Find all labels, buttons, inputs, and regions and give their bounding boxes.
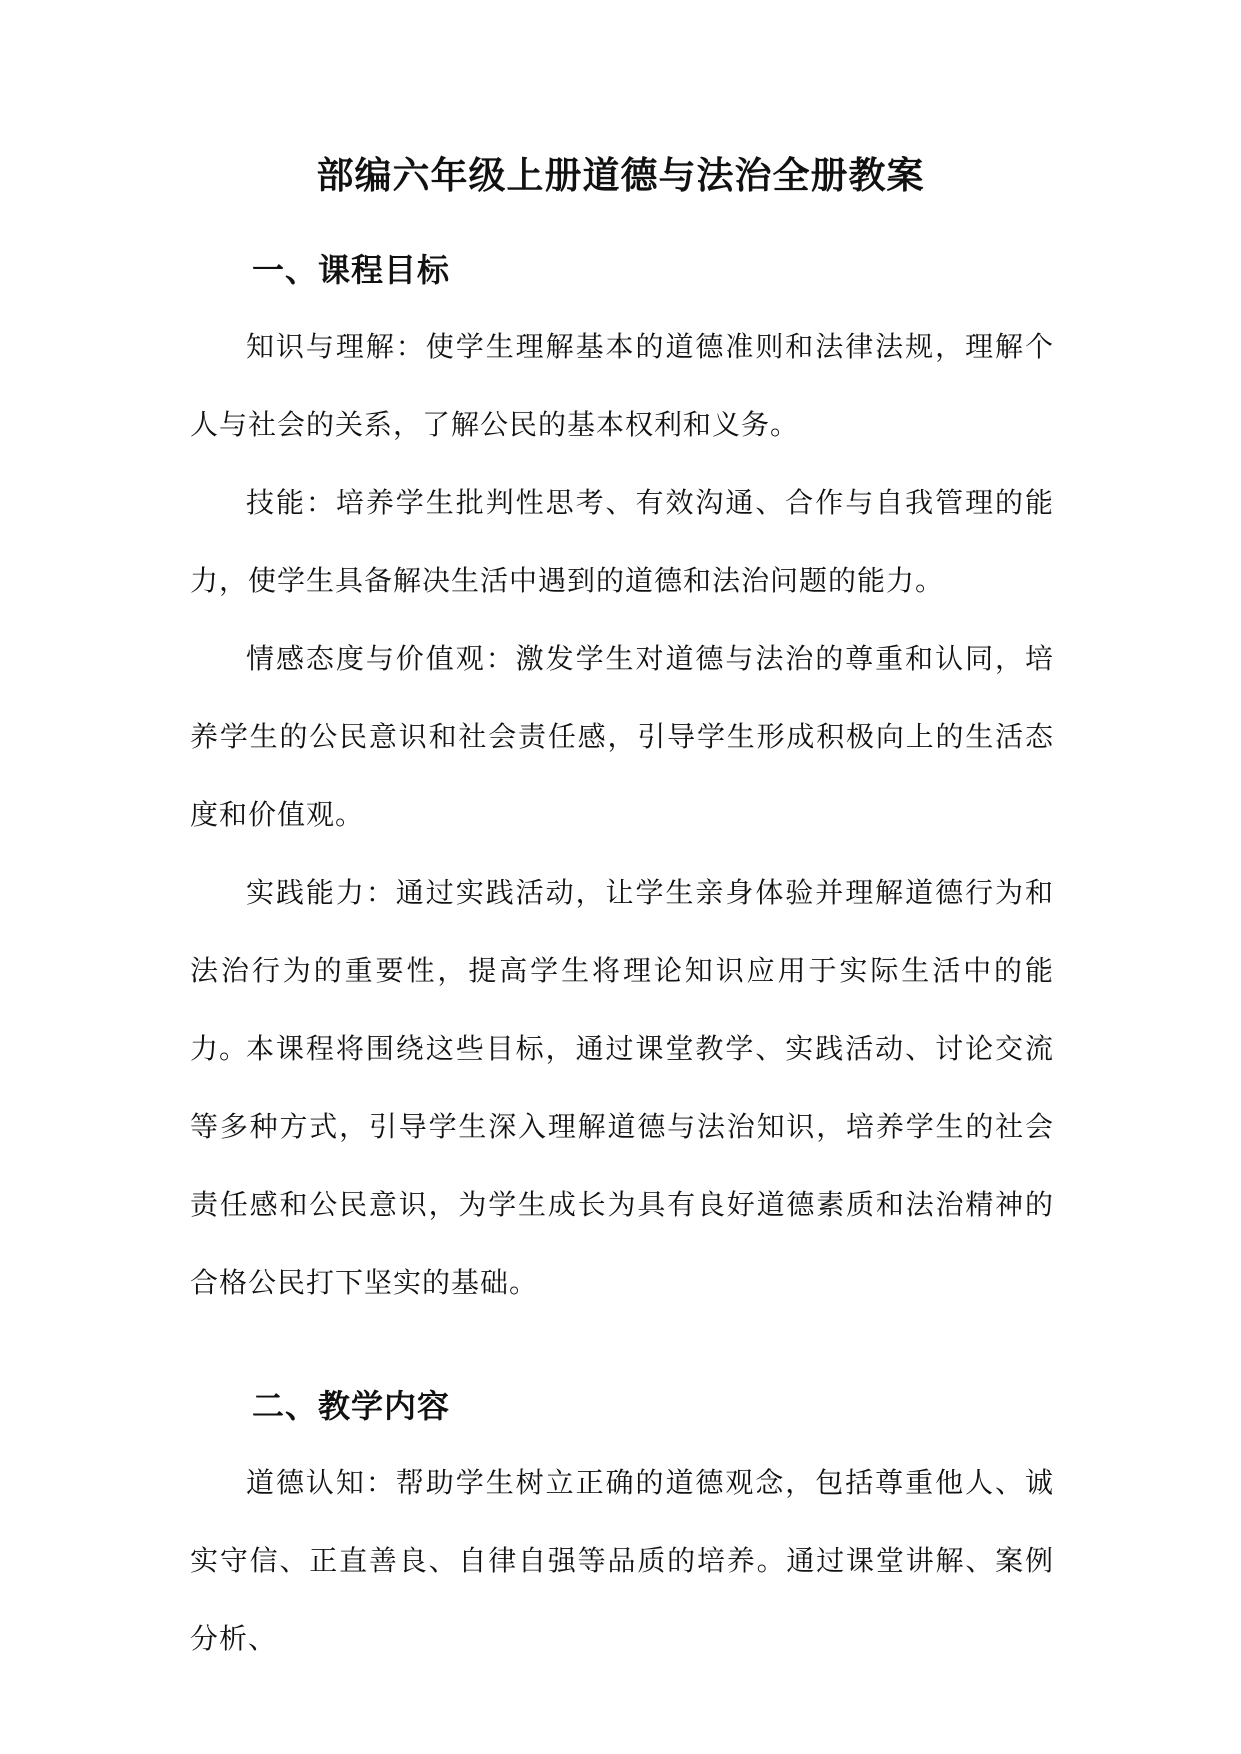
paragraph-moral-cognition: 道德认知：帮助学生树立正确的道德观念，包括尊重他人、诚实守信、正直善良、自律自强等品质的培养。通过课堂讲解、案例分析、	[190, 1466, 1054, 1655]
paragraph-attitudes-values: 情感态度与价值观：激发学生对道德与法治的尊重和认同，培养学生的公民意识和社会责任感，引导学生形成积极向上的生活态度和价值观。	[190, 642, 1054, 831]
section-heading-course-goals: 一、课程目标	[252, 251, 451, 289]
paragraph-skills: 技能：培养学生批判性思考、有效沟通、合作与自我管理的能力，使学生具备解决生活中遇到的道德和法治问题的能力。	[190, 486, 1054, 597]
paragraph-knowledge: 知识与理解：使学生理解基本的道德准则和法律法规，理解个人与社会的关系，了解公民的基本权利和义务。	[190, 330, 1054, 441]
paragraph-practical-ability: 实践能力：通过实践活动，让学生亲身体验并理解道德行为和法治行为的重要性，提高学生将理论知识应用于实际生活中的能力。	[190, 876, 1054, 1065]
paragraph-course-summary: 本课程将围绕这些目标，通过课堂教学、实践活动、讨论交流等多种方式，引导学生深入理解道德与法治知识，培养学生的社会责任感和公民意识，为学生成长为具有良好道德素质和法治精神的合格公民打下坚实的基础。	[190, 1032, 1054, 1299]
document-title: 部编六年级上册道德与法治全册教案	[316, 154, 925, 197]
section-heading-teaching-content: 二、教学内容	[252, 1387, 451, 1425]
